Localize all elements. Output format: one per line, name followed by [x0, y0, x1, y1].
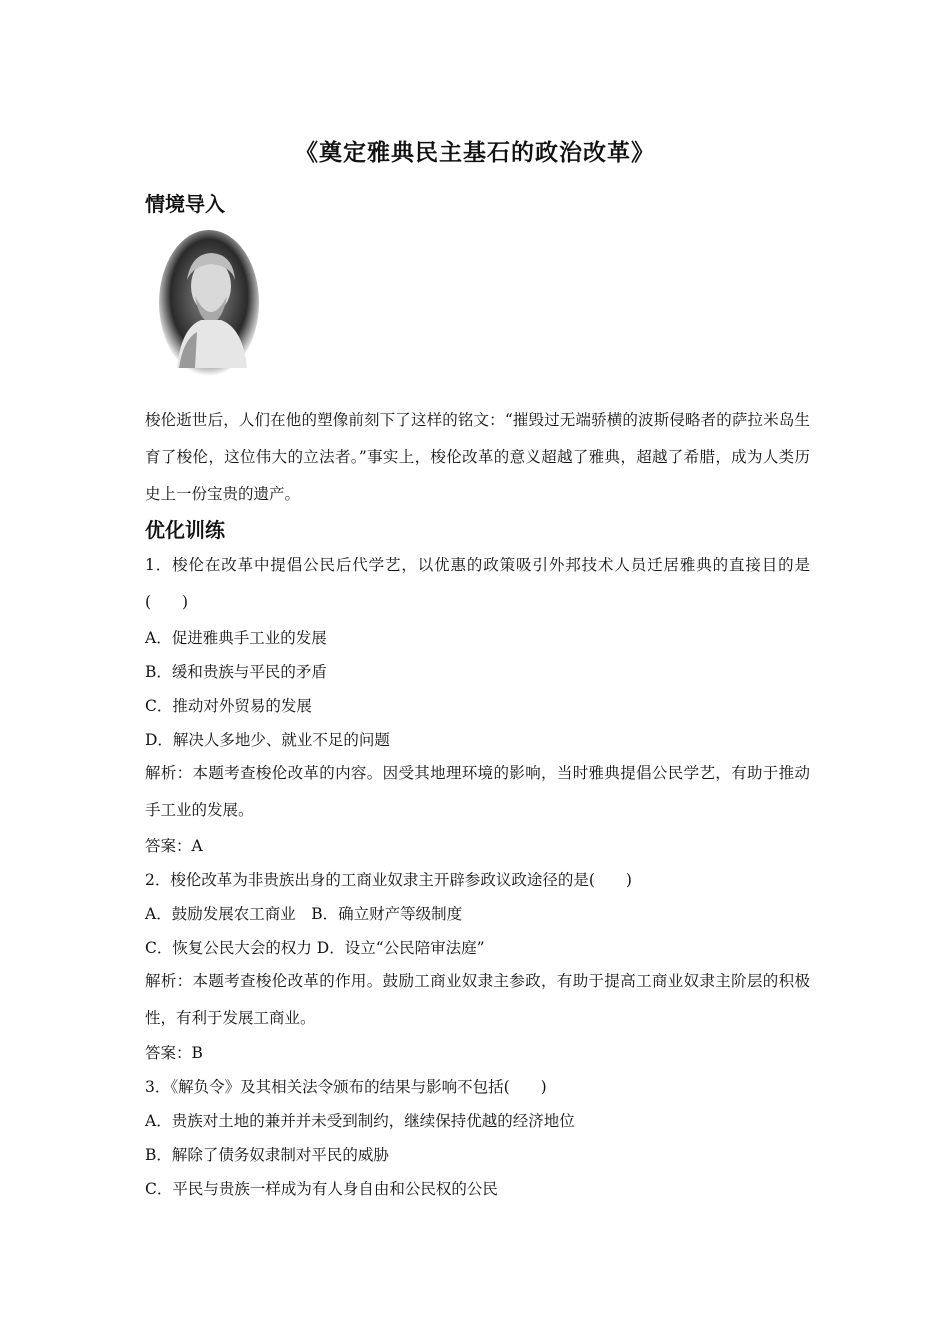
section-heading-intro: 情境导入 — [145, 192, 225, 216]
question-1-analysis: 解析：本题考查梭伦改革的内容。因受其地理环境的影响，当时雅典提倡公民学艺，有助于推动手工业的发展。 — [145, 764, 810, 819]
question-2-options-ab: A．鼓励发展农工商业 B．确立财产等级制度 — [145, 905, 463, 923]
question-1-option-b: B．缓和贵族与平民的矛盾 — [145, 663, 327, 681]
question-1-answer: 答案：A — [145, 837, 203, 855]
question-1-option-c: C．推动对外贸易的发展 — [145, 697, 312, 715]
question-2-analysis: 解析：本题考查梭伦改革的作用。鼓励工商业奴隶主参政，有助于提高工商业奴隶主阶层的积极性，有利于发展工商业。 — [145, 972, 810, 1027]
page-title: 《奠定雅典民主基石的政治改革》 — [295, 139, 655, 166]
question-3-option-b: B．解除了债务奴隶制对平民的威胁 — [145, 1146, 389, 1164]
question-2-answer: 答案：B — [145, 1044, 203, 1062]
question-3-stem: 3．《解负令》及其相关法令颁布的结果与影响不包括( ) — [145, 1078, 547, 1096]
question-3-option-a: A．贵族对土地的兼并并未受到制约，继续保持优越的经济地位 — [145, 1112, 575, 1130]
intro-paragraph: 梭伦逝世后，人们在他的塑像前刻下了这样的铭文：“摧毁过无端骄横的波斯侵略者的萨拉米岛生育了梭伦，这位伟大的立法者。”事实上，梭伦改革的意义超越了雅典，超越了希腊，成为人类历史上一份宝贵的遗产。 — [145, 411, 810, 503]
question-1-option-d: D．解决人多地少、就业不足的问题 — [145, 731, 390, 749]
question-2-options-cd: C．恢复公民大会的权力 D．设立“公民陪审法庭” — [145, 939, 485, 957]
solon-bust-portrait-icon — [157, 228, 261, 378]
section-heading-practice: 优化训练 — [145, 518, 225, 542]
question-1-option-a: A．促进雅典手工业的发展 — [145, 629, 327, 647]
question-1-stem: 1．梭伦在改革中提倡公民后代学艺，以优惠的政策吸引外邦技术人员迁居雅典的直接目的是( ) — [145, 556, 810, 611]
question-3-option-c: C．平民与贵族一样成为有人身自由和公民权的公民 — [145, 1180, 498, 1198]
question-2-stem: 2．梭伦改革为非贵族出身的工商业奴隶主开辟参政议政途径的是( ) — [145, 871, 632, 889]
